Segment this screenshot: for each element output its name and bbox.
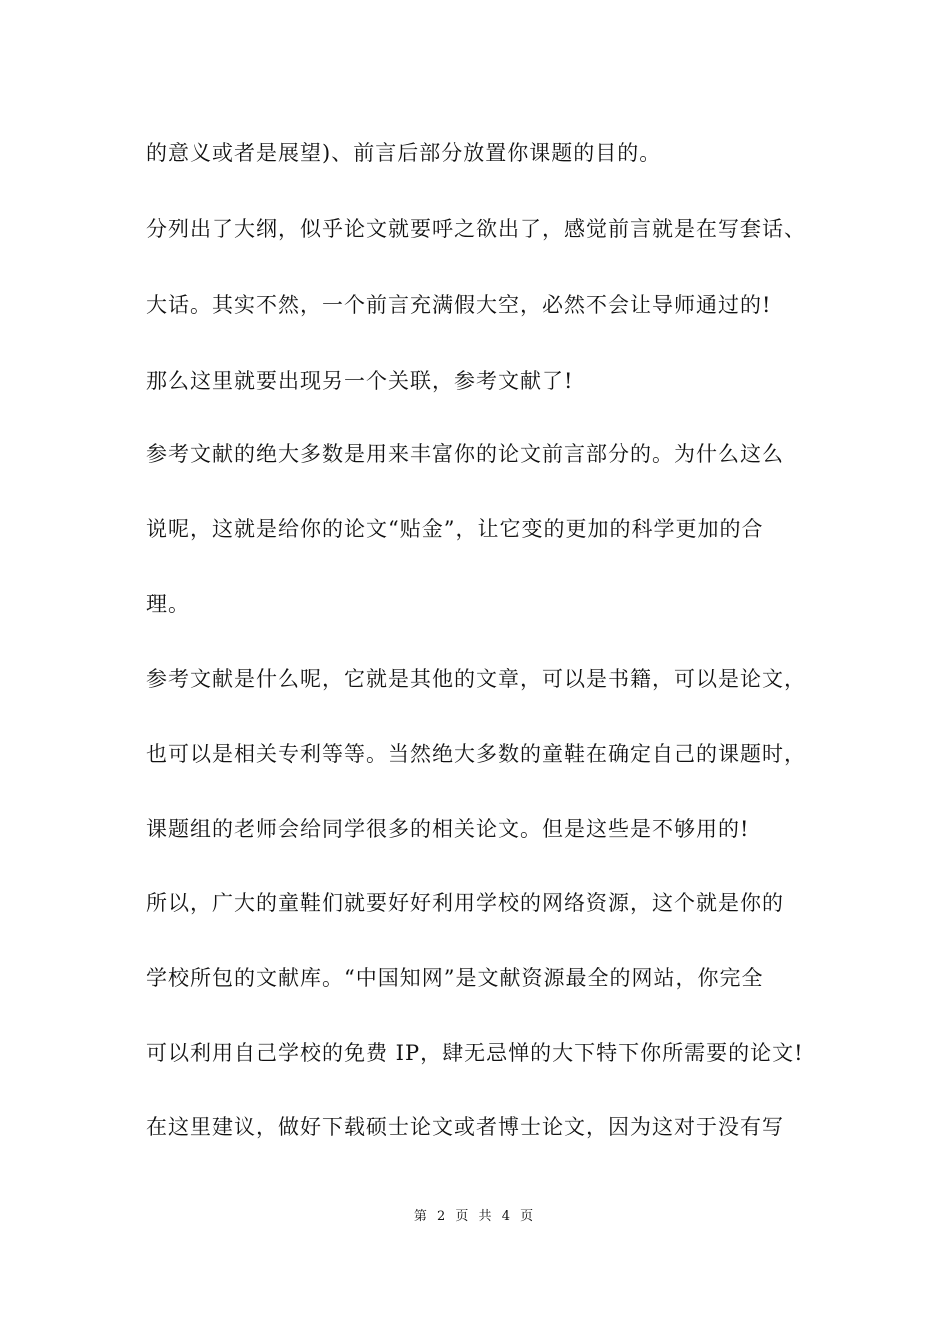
text-line-5: 参考文献的绝大多数是用来丰富你的论文前言部分的。为什么这么 <box>146 442 784 466</box>
page-number-footer: 第 2 页 共 4 页 <box>413 1209 537 1224</box>
text-line-3: 大话。其实不然，一个前言充满假大空，必然不会让导师通过的! <box>146 293 772 317</box>
text-line-4: 那么这里就要出现另一个关联，参考文献了! <box>146 369 574 393</box>
text-line-8: 参考文献是什么呢，它就是其他的文章，可以是书籍，可以是论文， <box>146 667 806 691</box>
text-line-13: 可以利用自己学校的免费 IP，肆无忌惮的大下特下你所需要的论文! <box>146 1041 804 1065</box>
text-line-12: 学校所包的文献库。“中国知网”是文献资源最全的网站，你完全 <box>146 966 764 990</box>
text-line-14: 在这里建议，做好下载硕士论文或者博士论文，因为这对于没有写 <box>146 1115 784 1139</box>
text-line-6: 说呢，这就是给你的论文“贴金”，让它变的更加的科学更加的合 <box>146 517 764 541</box>
text-line-10: 课题组的老师会给同学很多的相关论文。但是这些是不够用的! <box>146 817 750 841</box>
text-line-1: 的意义或者是展望)、前言后部分放置你课题的目的。 <box>146 141 662 165</box>
text-line-11: 所以，广大的童鞋们就要好好利用学校的网络资源，这个就是你的 <box>146 891 784 915</box>
text-line-7: 理。 <box>146 592 190 616</box>
text-line-9: 也可以是相关专利等等。当然绝大多数的童鞋在确定自己的课题时， <box>146 742 806 766</box>
text-line-2: 分列出了大纲，似乎论文就要呼之欲出了，感觉前言就是在写套话、 <box>146 217 806 241</box>
